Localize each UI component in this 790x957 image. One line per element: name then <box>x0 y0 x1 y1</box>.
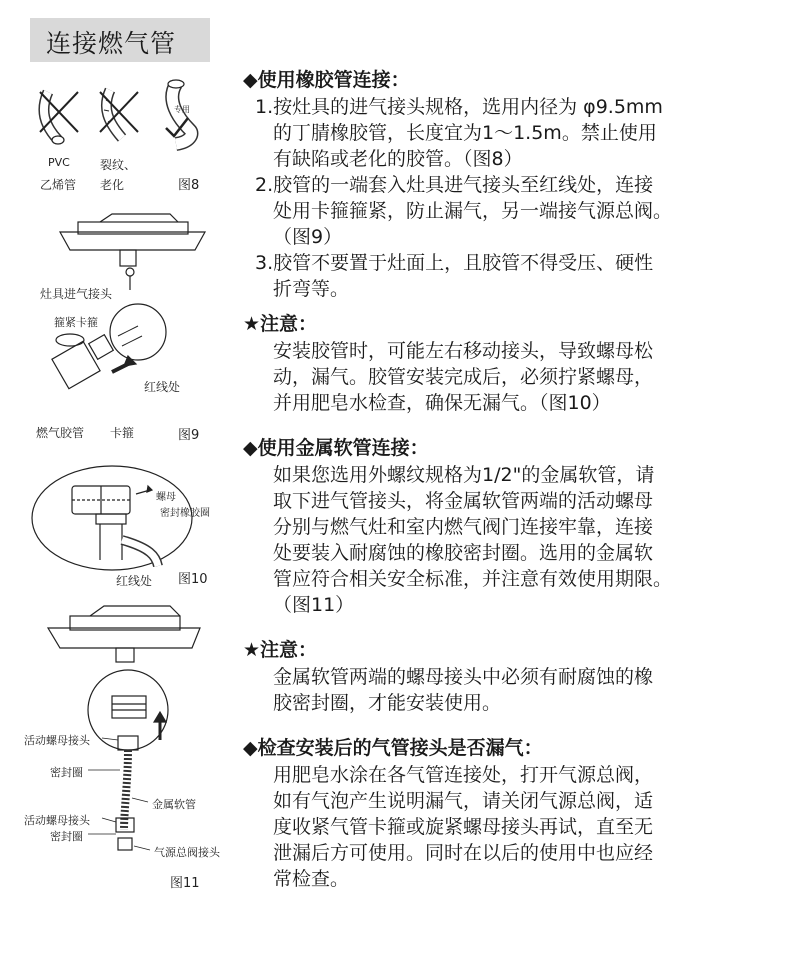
rubber-item-1-line-1: 1.按灶具的进气接头规格，选用内径为 φ9.5mm <box>255 96 663 118</box>
fig8-label-aged: 老化 <box>100 178 125 192</box>
rubber-item-2-line-1: 2.胶管的一端套入灶具进气接头至红线处，连接 <box>255 174 654 196</box>
fig10-caption: 图10 <box>178 572 208 587</box>
fig11-label-swivel-2: 活动螺母接头 <box>24 814 90 827</box>
metal-line-5: 管应符合相关安全标准，并注意有效使用期限。 <box>273 568 673 590</box>
metal-line-2: 取下进气管接头，将金属软管两端的活动螺母 <box>273 490 654 512</box>
fig8-pvc-hose <box>40 92 78 144</box>
fig9-label-hose: 燃气胶管 <box>36 426 85 440</box>
leak-line-3: 度收紧气管卡箍或旋紧螺母接头再试，直至无 <box>273 816 654 838</box>
fig11-label-swivel-1: 活动螺母接头 <box>24 734 90 747</box>
fig10-label-red-line: 红线处 <box>116 574 153 588</box>
fig8-label-vinyl: 乙烯管 <box>40 178 77 192</box>
fig9-caption: 图9 <box>178 428 200 443</box>
metal-line-3: 分别与燃气灶和室内燃气阀门连接牢靠，连接 <box>273 516 654 538</box>
fig9-label-inlet: 灶具进气接头 <box>40 287 113 301</box>
fig9-label-clamp: 卡箍 <box>110 426 135 440</box>
fig11-stove <box>48 606 200 662</box>
instructions-text <box>243 66 783 892</box>
note-2-line-1: 金属软管两端的螺母接头中必须有耐腐蚀的橡 <box>273 666 654 688</box>
metal-line-6: （图11） <box>273 594 355 616</box>
note-1-heading: ★注意： <box>243 313 318 335</box>
fig9-label-clamp-top: 箍紧卡箍 <box>54 316 98 329</box>
fig8-cracked-hose <box>100 90 138 138</box>
fig11-label-seal-1: 密封圈 <box>50 766 83 779</box>
section-rubber-hose-heading: ◆使用橡胶管连接： <box>243 69 410 91</box>
fig9-stove <box>60 214 205 290</box>
rubber-item-2-line-3: （图9） <box>273 226 343 248</box>
rubber-item-1-line-2: 的丁腈橡胶管，长度宜为1～1.5m。禁止使用 <box>273 122 657 144</box>
fig11-label-valve: 气源总阀接头 <box>154 846 220 859</box>
leak-line-4: 泄漏后方可使用。同时在以后的使用中也应经 <box>273 842 654 864</box>
note-2-heading: ★注意： <box>243 639 318 661</box>
fig8-label-pvc: PVC <box>48 156 70 169</box>
page-title: 连接燃气管 <box>46 29 177 58</box>
fig10-label-seal: 密封橡胶圈 <box>160 508 210 519</box>
leak-line-5: 常检查。 <box>273 868 350 890</box>
fig8-hose-tag: 专用 <box>174 105 190 114</box>
fig11-caption: 图11 <box>170 876 200 891</box>
fig11-label-metal-hose: 金属软管 <box>152 798 196 811</box>
fig11-leader-lines <box>88 738 150 850</box>
rubber-item-3-line-2: 折弯等。 <box>273 278 350 300</box>
leak-line-1: 用肥皂水涂在各气管连接处，打开气源总阀， <box>273 764 654 786</box>
fig8-label-crack: 裂纹、 <box>100 158 137 172</box>
figures-column <box>0 0 260 957</box>
note-1-line-3: 并用肥皂水检查，确保无漏气。（图10） <box>273 392 611 414</box>
rubber-item-2-line-2: 处用卡箍箍紧，防止漏气，另一端接气源总阀。 <box>273 200 673 222</box>
note-1-line-2: 动，漏气。胶管安装完成后，必须拧紧螺母， <box>273 366 654 388</box>
rubber-item-3-line-1: 3.胶管不要置于灶面上，且胶管不得受压、硬性 <box>255 252 654 274</box>
fig10-label-nut: 螺母 <box>156 492 176 503</box>
metal-line-4: 处要装入耐腐蚀的橡胶密封圈。选用的金属软 <box>273 542 654 564</box>
metal-line-1: 如果您选用外螺纹规格为1/2"的金属软管，请 <box>273 464 655 486</box>
leak-line-2: 如有气泡产生说明漏气，请关闭气源总阀，适 <box>273 790 654 812</box>
section-leak-check-heading: ◆检查安装后的气管接头是否漏气： <box>243 737 543 759</box>
fig11-hose-detail <box>88 670 168 850</box>
rubber-item-1-line-3: 有缺陷或老化的胶管。（图8） <box>273 148 523 170</box>
fig11-label-seal-2: 密封圈 <box>50 830 83 843</box>
fig8-caption: 图8 <box>178 178 200 193</box>
fig9-label-red-line: 红线处 <box>144 380 181 394</box>
note-2-line-2: 胶密封圈，才能安装使用。 <box>273 692 502 714</box>
section-metal-hose-heading: ◆使用金属软管连接： <box>243 437 429 459</box>
note-1-line-1: 安装胶管时，可能左右移动接头，导致螺母松 <box>273 340 654 362</box>
